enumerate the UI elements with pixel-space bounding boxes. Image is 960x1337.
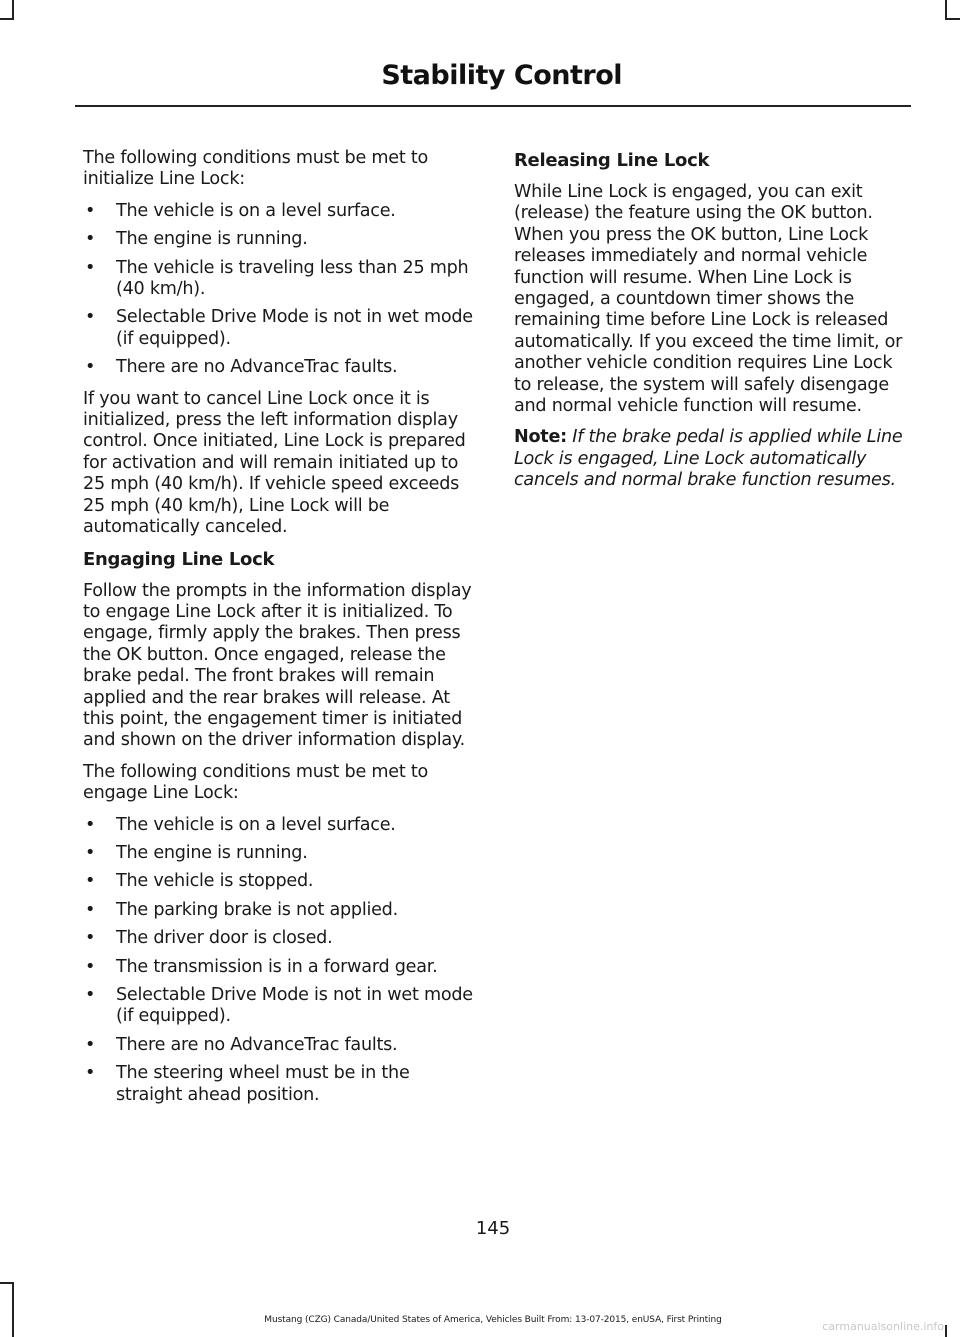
cancel-paragraph: If you want to cancel Line Lock once it is initialized, press the left information display control. Once initiated, Line Lock is prepared for activation and will remain initiated up to 25 mph (40 km/h). If vehicle speed exceeds 25 mph (40 km/h), Line Lock will be automatically canceled. <box>83 388 466 538</box>
list-item: • The parking brake is not applied. <box>83 900 475 921</box>
crop-mark <box>945 1325 947 1337</box>
engage-intro: The following conditions must be met to engage Line Lock: <box>83 761 429 804</box>
list-item: • The transmission is in a forward gear. <box>83 957 475 978</box>
page-number: 145 <box>475 1218 511 1239</box>
crop-mark <box>12 0 14 20</box>
list-item: • The vehicle is traveling less than 25 mph (40 km/h). <box>83 258 475 301</box>
crop-mark <box>0 1282 14 1284</box>
list-item: • Selectable Drive Mode is not in wet mode (if equipped). <box>83 985 475 1028</box>
crop-mark <box>945 18 960 20</box>
list-item: • The steering wheel must be in the straight ahead position. <box>83 1063 475 1106</box>
releasing-heading: Releasing Line Lock <box>514 150 710 171</box>
section-title: Stability Control <box>381 60 622 91</box>
note-text: If the brake pedal is applied while Line Lock is engaged, Line Lock automatically cancels and normal brake function resumes. <box>514 427 903 491</box>
engage-conditions-list <box>83 815 475 1106</box>
list-item: • The driver door is closed. <box>83 928 475 949</box>
list-item: • Selectable Drive Mode is not in wet mode (if equipped). <box>83 307 475 350</box>
list-item: • The engine is running. <box>83 843 475 864</box>
crop-mark <box>12 1282 14 1337</box>
note-label: Note: <box>514 427 567 448</box>
engaging-heading: Engaging Line Lock <box>83 548 275 570</box>
init-conditions-list <box>83 201 475 379</box>
note <box>514 427 906 491</box>
engaging-paragraph: Follow the prompts in the information display to engage Line Lock after it is initialized. To engage, firmly apply the brakes. Then press the OK button. Once engaged, release the brake pedal. The front brakes will remain applied and the rear brakes will release. At this point, the engagement timer is initiated and shown on the driver information display. <box>83 580 472 751</box>
right-column <box>514 148 906 502</box>
list-item: • The vehicle is stopped. <box>83 871 475 892</box>
watermark[interactable]: carmanualsonline.info <box>822 1320 944 1333</box>
crop-mark <box>945 0 947 20</box>
publication-footer: Mustang (CZG) Canada/United States of America, Vehicles Built From: 13-07-2015, enUSA, First Printing <box>264 1315 722 1325</box>
list-item: • There are no AdvanceTrac faults. <box>83 357 475 378</box>
left-column <box>83 148 475 1116</box>
crop-mark <box>0 18 14 20</box>
list-item: • The vehicle is on a level surface. <box>83 815 475 836</box>
list-item: • The engine is running. <box>83 229 475 250</box>
list-item: • The vehicle is on a level surface. <box>83 201 475 222</box>
header-divider <box>75 105 911 107</box>
releasing-paragraph: While Line Lock is engaged, you can exit (release) the feature using the OK button. When you press the OK button, Line Lock releases immediately and normal vehicle function will resume. When Line Lock is engaged, a countdown timer shows the remaining time before Line Lock is released automatically. If you exceed the time limit, or another vehicle condition requires Line Lock to release, the system will safely disengage and normal vehicle function will resume. <box>514 182 903 417</box>
list-item: • There are no AdvanceTrac faults. <box>83 1035 475 1056</box>
init-intro: The following conditions must be met to initialize Line Lock: <box>83 148 429 190</box>
